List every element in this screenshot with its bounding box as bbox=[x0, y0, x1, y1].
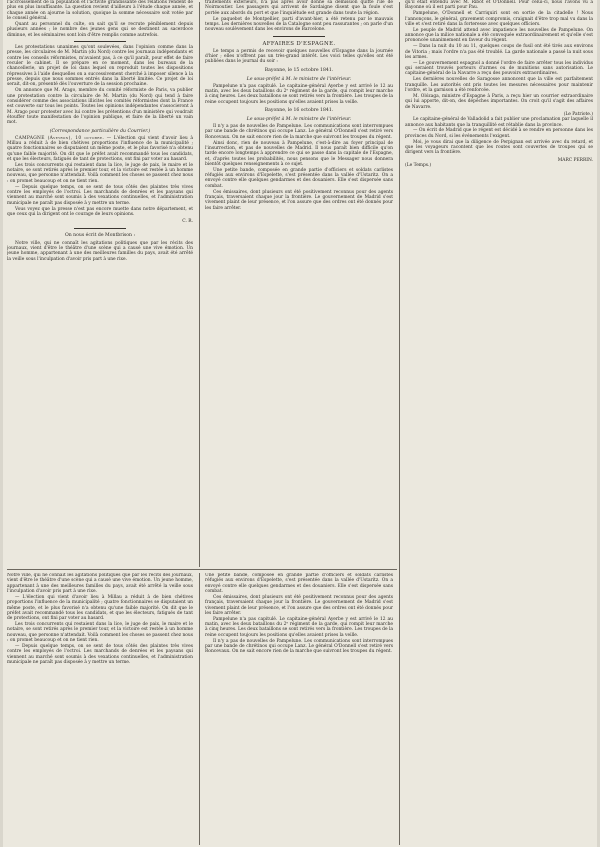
dateline: Bayonne, le 16 octobre 1841. bbox=[264, 107, 334, 113]
section-heading: AFFAIRES D'ESPAGNE. bbox=[262, 40, 336, 47]
column-rule bbox=[199, 573, 200, 845]
paragraph: Notre ville, qui ne connaît les agitations politiques que par les récits des journaux, vient d'être le théâtre d'une scène qui a causé une vive émotion. Un jeune homme, appartenant à une des meilleures familles du pays, avait été arrêté la veille sous l'inculpation d'avoir pris part à une rixe. bbox=[7, 240, 193, 262]
paragraph: Notre ville, qui ne connaît les agitations politiques que par les récits des journaux, vient d'être le théâtre d'une scène qui a causé une vive émotion. Un jeune homme, appartenant à une des meilleures familles du pays, avait été arrêté la veille sous l'inculpation d'avoir pris part à une rixe. bbox=[7, 573, 193, 595]
paragraph: — On écrit de Madrid que le régent est décidé à se rendre en personne dans les provinces du Nord, si les événements l'exigent. bbox=[405, 128, 593, 139]
column-3 bbox=[405, 0, 593, 845]
paragraph: Pampelune n'a pas capitulé. Le capitaine-général Ayerbe y est arrivé le 12 au matin, avec les deux bataillons du 2ᵉ régiment de la garde, qui rompit leur marche à cinq heures. Les deux bataillons se sont retirés vers la frontière. Les troupes de la reine occupent toujours les positions qu'elles avaient prises la veille. bbox=[205, 616, 393, 638]
column-2-lower bbox=[205, 573, 393, 845]
paragraph: Une petite bande, composée en grande partie d'officiers et soldats carlistes réfugiés aux environs d'Espelette, s'est présentée dans la vallée d'Ustaritz. On a envoyé contre elle quelques gendarmes et des douaniers. Elle s'est dispersée sans combat. bbox=[205, 167, 393, 189]
paragraph: Le peuple de Madrid attend avec impatience les nouvelles de Pampelune. On annonce que la milice nationale a été convoquée extraordinairement et qu'elle s'est prononcée unanimement en faveur du régent. bbox=[405, 27, 593, 44]
paragraph: Pampelune n'a pas capitulé. Le capitaine-général Ayerbe y est arrivé le 12 au matin, avec les deux bataillons du 2ᵉ régiment de la garde, qui rompit leur marche à cinq heures. Les deux bataillons se sont retirés vers la frontière. Les troupes de la reine occupent toujours les positions qu'elles avaient prises la veille. bbox=[205, 83, 393, 105]
letter-title: Le sous-préfet à M. le ministre de l'intérieur. bbox=[246, 76, 352, 82]
paragraph: — Depuis quelque temps, on se sent de tous côtés des plaintes très vives contre les employés de l'octroi. Les marchands de denrées et les paysans qui viennent au marché sont soumis à des vexations continuelles, et l'administration municipale ne paraît pas disposée à y mettre un terme. bbox=[7, 643, 193, 665]
column-rule bbox=[399, 2, 400, 845]
correspondence-heading: (Correspondance particulière du Courrier.) bbox=[49, 128, 151, 134]
section-rule bbox=[7, 569, 397, 570]
signature: C. R. bbox=[182, 219, 193, 225]
paragraph: — L'élection qui vient d'avoir lieu à Millau a réduit à de bien chétives proportions l'influence de la municipalité ; quatre fonctionnaires se disputaient un même poste, et le plus favorisé n'a obtenu qu'une faible majorité. On dit que le préfet avait recommandé tous les candidats, et que les électeurs, fatigués de tant de protections, ont fini par voter au hasard. bbox=[7, 594, 193, 622]
letter-title: Le sous-préfet à M. le ministre de l'intérieur. bbox=[246, 116, 352, 122]
paragraph: Le temps a permis de recevoir quelques nouvelles d'Espagne dans la journée d'hier ; elles n'offrent pas un très-grand intérêt. Les voici telles qu'elles ont été publiées dans le journal du soir : bbox=[205, 48, 393, 65]
paragraph: Le capitaine-général de Valladolid a fait publier une proclamation par laquelle il annonce aux habitants que la tranquillité est rétablie dans la province. bbox=[405, 117, 593, 128]
separator-rule bbox=[74, 41, 126, 42]
dateline: Bayonne, le 15 octobre 1841. bbox=[264, 67, 334, 73]
column-rule bbox=[199, 2, 200, 567]
paragraph: Pampelune, O'Donnell et Carriquiri sont en sortie de la citadelle ! Nous l'annonçons, le général, gravement compromis, craignait d'être trop mal vu dans la ville et s'est retiré dans la forteresse avec quelques officiers. bbox=[405, 11, 593, 27]
paragraph: M. Olózaga, ministre d'Espagne à Paris, a reçu hier un courrier extraordinaire qui lui apporte, dit-on, des dépêches importantes. On croit qu'il s'agit des affaires de Navarre. bbox=[405, 93, 593, 110]
column-2 bbox=[205, 0, 393, 567]
paragraph: Les trois concurrents qui restaient dans la lice, le juge de paix, le maire et le notaire, se sont retirés après le premier tour, et la victoire est restée à un homme nouveau, que personne n'attendait. Voilà comment les choses se passent chez nous : on promet beaucoup et on ne tient rien. bbox=[7, 622, 193, 644]
paragraph: — Le gouvernement espagnol a donné l'ordre de faire arrêter tous les individus qui seraient trouvés porteurs d'armes ou de munitions sans autorisation. Le capitaine-général de la Navarre a reçu des pouvoirs extraordinaires. bbox=[405, 60, 593, 77]
signature: MARC PERRIN. bbox=[557, 157, 593, 163]
paragraph: Vous voyez que la presse n'est pas encore muette dans notre département, et que ceux qui la dirigent ont le courage de leurs opinions. bbox=[7, 206, 193, 217]
paragraph: Une petite bande, composée en grande partie d'officiers et soldats carlistes réfugiés aux environs d'Espelette, s'est présentée dans la vallée d'Ustaritz. On a envoyé contre elle quelques gendarmes et des douaniers. Elle s'est dispersée sans combat. bbox=[205, 573, 393, 595]
paragraph: Le paquebot de Montpellier, parti d'avant-hier, a été retenu par le mauvais temps. Les dernières nouvelles de la Catalogne sont peu rassurantes ; on parle d'un nouveau soulèvement dans les environs de Barcelone. bbox=[205, 16, 393, 33]
paragraph: Quant au personnel du culte, on sait qu'il se recrute péniblement depuis plusieurs années ; le nombre des jeunes gens qui se destinent au sacerdoce diminue, et les séminaires sont loin d'être remplis comme autrefois. bbox=[7, 21, 193, 38]
paragraph: Il n'y a pas de nouvelles de Pampelune. Les communications sont interrompues par une bande de chrétinos qui occupe Lanz. Le général O'Donnell s'est retiré vers Roncevaux. On ne sait encore rien de la marche que suivront les troupes du régent. bbox=[205, 638, 393, 655]
source-credit: (Le Patriote.) bbox=[563, 111, 593, 117]
paragraph: — Dans la nuit du 10 au 11, quelques coups de fusil ont été tirés aux environs de Vitoria ; mais l'ordre n'a pas été troublé. La garde nationale a passé la nuit sous les armes. bbox=[405, 44, 593, 60]
dateline: CAMPAGNE (Aveyron), 10 octobre. bbox=[15, 135, 105, 141]
newspaper-page bbox=[3, 0, 597, 847]
paragraph: Ces émissaires, dont plusieurs ont été positivement reconnus pour des agents français, traversaient chaque jour la frontière. Le gouvernement de Madrid s'est vivement plaint de leur présence, et l'on assure que des ordres ont été donnés pour les faire arrêter. bbox=[205, 594, 393, 616]
paragraph: Les trois concurrents qui restaient dans la lice, le juge de paix, le maire et le notaire, se sont retirés après le premier tour, et la victoire est restée à un homme nouveau, que personne n'attendait. Voilà comment les choses se passent chez nous : on promet beaucoup et on ne tient rien. bbox=[7, 162, 193, 184]
column-1-lower bbox=[7, 573, 193, 845]
paragraph: — L'élection qui vient d'avoir lieu à Millau a réduit à de bien chétives proportions l'influence de la municipalité ; quatre fonctionnaires se disputaient un même poste, et le plus favorisé n'a obtenu qu'une faible majorité. On dit que le préfet avait recommandé tous les candidats, et que les électeurs, fatigués de tant de protections, ont fini par voter au hasard. bbox=[7, 135, 193, 162]
separator-rule bbox=[74, 228, 126, 229]
paragraph: On annonce que M. Arago, membre du comité réformiste de Paris, va publier une protestation contre la circulaire de M. Martin (du Nord) qui tend à faire considérer comme des associations illicites les comités réformistes dont la France est couverte sur tous les points. Toutes les opinions indépendantes s'associeront à M. Arago pour protester avec lui contre les prétentions d'un ministère qui voudrait étouffer toute manifestation de l'opinion publique, et faire de la liberté un vain mot. bbox=[7, 88, 193, 126]
paragraph: Ces émissaires, dont plusieurs ont été positivement reconnus pour des agents français, traversaient chaque jour la frontière. Le gouvernement de Madrid s'est vivement plaint de leur présence, et l'on assure que des ordres ont été donnés pour les faire arrêter. bbox=[205, 189, 393, 211]
paragraph: Ainsi donc, rien de nouveau à Pampelune, c'est-à-dire au foyer principal de l'insurrection, et pas de nouvelles de Madrid. Il nous paraît bien difficile qu'on tarde encore longtemps à apprendre ce qui se passe dans la capitale de l'Espagne, et, d'après toutes les probabilités, nous pensons que le Messager nous donnera bientôt quelques renseignements à ce sujet. bbox=[205, 140, 393, 167]
column-1 bbox=[7, 0, 193, 567]
paragraph: Les dernières nouvelles de Saragosse annoncent que la ville est parfaitement tranquille. Les autorités ont pris toutes les mesures nécessaires pour maintenir l'ordre, et la garnison a été renforcée. bbox=[405, 77, 593, 93]
paragraph: l'accroissement de la population et l'activité grandissante des relations rendent de plus en plus insuffisante. La question revient d'ailleurs à l'étude chaque année, et chaque année on ajourne la solution, quoique la somme nécessaire soit votée par le conseil général. bbox=[7, 0, 193, 22]
source-credit: (Le Temps.) bbox=[405, 162, 432, 168]
paragraph: Moi, je vous dirai que la diligence de Perpignan est arrivée avec du retard, et que les voyageurs racontent que les routes sont couvertes de troupes qui se dirigent vers la frontière. bbox=[405, 139, 593, 156]
paragraph: qu'il était entendu avec M. Ribot et O'Donnell. Pour celui-ci, nous l'avons vu à Bayonne où il est parti pour Pau. bbox=[405, 0, 593, 11]
separator-rule bbox=[273, 36, 325, 37]
section-heading: On nous écrit de Montbrison : bbox=[64, 232, 136, 238]
paragraph: Les protestations unanimes qu'ont soulevées, dans l'opinion comme dans la presse, les circulaires de M. Martin (du Nord) contre les journaux indépendants et contre les conseils réformistes, m'avaient pas, à ce qu'il paraît, pour effet de faire reculer le cabinet. Il se prépare en ce moment, dans les bureaux de la chancellerie, un projet de loi dans lequel on reproduit toutes les dispositions répressives à l'aide desquelles on a successivement cherché à imposer silence à la presse, depuis que nous sommes entrés dans la liberté limitée. Ce projet de loi serait, dit-on, présenté dès l'ouverture de la session prochaine. bbox=[7, 44, 193, 88]
paragraph: traitements extérieurs, n'a pas après avoir donné sa démission quitté l'île de Noirmoutier. Les passagers qui arrivent de Sardaigne disent que la foule s'est portée aux abords du port et que l'inquiétude est grande dans toute la région. bbox=[205, 0, 393, 16]
paragraph: Il n'y a pas de nouvelles de Pampelune. Les communications sont interrompues par une bande de chrétinos qui occupe Lanz. Le général O'Donnell s'est retiré vers Roncevaux. On ne sait encore rien de la marche que suivront les troupes du régent. bbox=[205, 123, 393, 140]
paragraph: — Depuis quelque temps, on se sent de tous côtés des plaintes très vives contre les employés de l'octroi. Les marchands de denrées et les paysans qui viennent au marché sont soumis à des vexations continuelles, et l'administration municipale ne paraît pas disposée à y mettre un terme. bbox=[7, 184, 193, 206]
